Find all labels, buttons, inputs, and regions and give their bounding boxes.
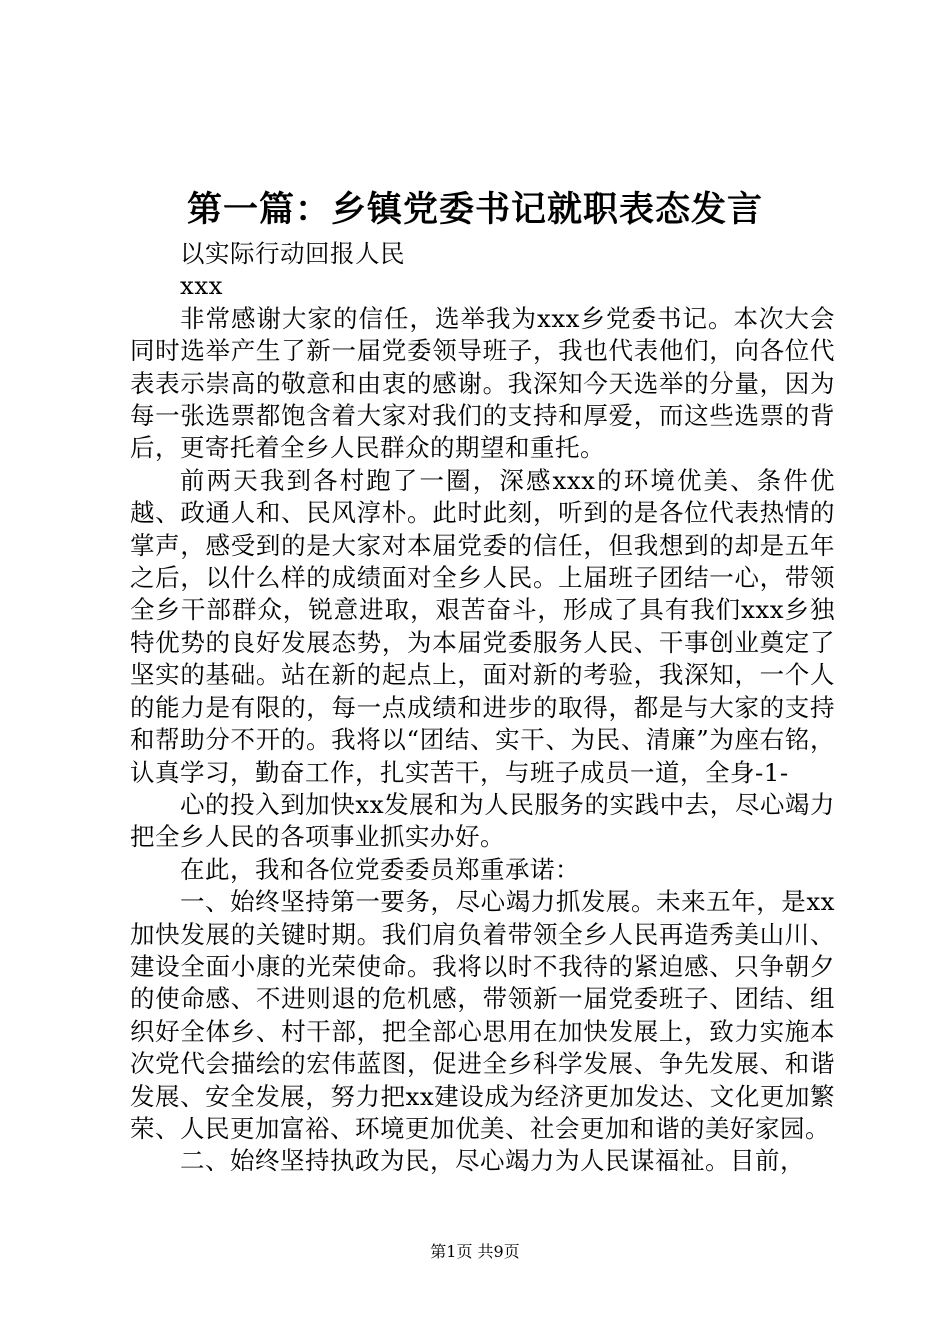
paragraph: 前两天我到各村跑了一圈，深感xxx的环境优美、条件优越、政通人和、民风淳朴。此时此刻，听到的是各位代表热情的掌声，感受到的是大家对本届党委的信任，但我想到的却是五年之后，以什么样的成绩面对全乡人民。上届班子团结一心，带领全乡干部群众，锐意进取，艰苦奋斗，形成了具有我们xxx乡独特优势的良好发展态势，为本届党委服务人民、干事创业奠定了坚实的基础。站在新的起点上，面对新的考验，我深知，一个人的能力是有限的，每一点成绩和进步的取得，都是与大家的支持和帮助分不开的。我将以“团结、实干、为民、清廉”为座右铭，认真学习，勤奋工作，扎实苦干，与班子成员一道，全身-1- xyxy=(130,465,835,787)
document-body xyxy=(130,238,835,1178)
page-number-footer: 第1页 共9页 xyxy=(430,1242,520,1261)
paragraph: 心的投入到加快xx发展和为人民服务的实践中去，尽心竭力把全乡人民的各项事业抓实办好。 xyxy=(130,789,835,852)
document-title: 第一篇：乡镇党委书记就职表态发言 xyxy=(186,189,763,230)
paragraph: 非常感谢大家的信任，选举我为xxx乡党委书记。本次大会同时选举产生了新一届党委领导班子，我也代表他们，向各位代表表示崇高的敬意和由衷的感谢。我深知今天选举的分量，因为每一张选票都饱含着大家对我们的支持和厚爱，而这些选票的背后，更寄托着全乡人民群众的期望和重托。 xyxy=(130,303,835,463)
paragraph: 在此，我和各位党委委员郑重承诺： xyxy=(180,854,580,884)
paragraph: 一、始终坚持第一要务，尽心竭力抓发展。未来五年，是xx加快发展的关键时期。我们肩负着带领全乡人民再造秀美山川、建设全面小康的光荣使命。我将以时不我待的紧迫感、只争朝夕的使命感、不进则退的危机感，带领新一届党委班子、团结、组织好全体乡、村干部，把全部心思用在加快发展上，致力实施本次党代会描绘的宏伟蓝图，促进全乡科学发展、争先发展、和谐发展、安全发展，努力把xx建设成为经济更加发达、文化更加繁荣、人民更加富裕、环境更加优美、社会更加和谐的美好家园。 xyxy=(130,887,835,1143)
paragraph: 二、始终坚持执政为民，尽心竭力为人民谋福祉。目前， xyxy=(180,1146,805,1176)
document-author: xxx xyxy=(180,271,223,301)
document-subtitle: 以实际行动回报人民 xyxy=(180,239,405,268)
